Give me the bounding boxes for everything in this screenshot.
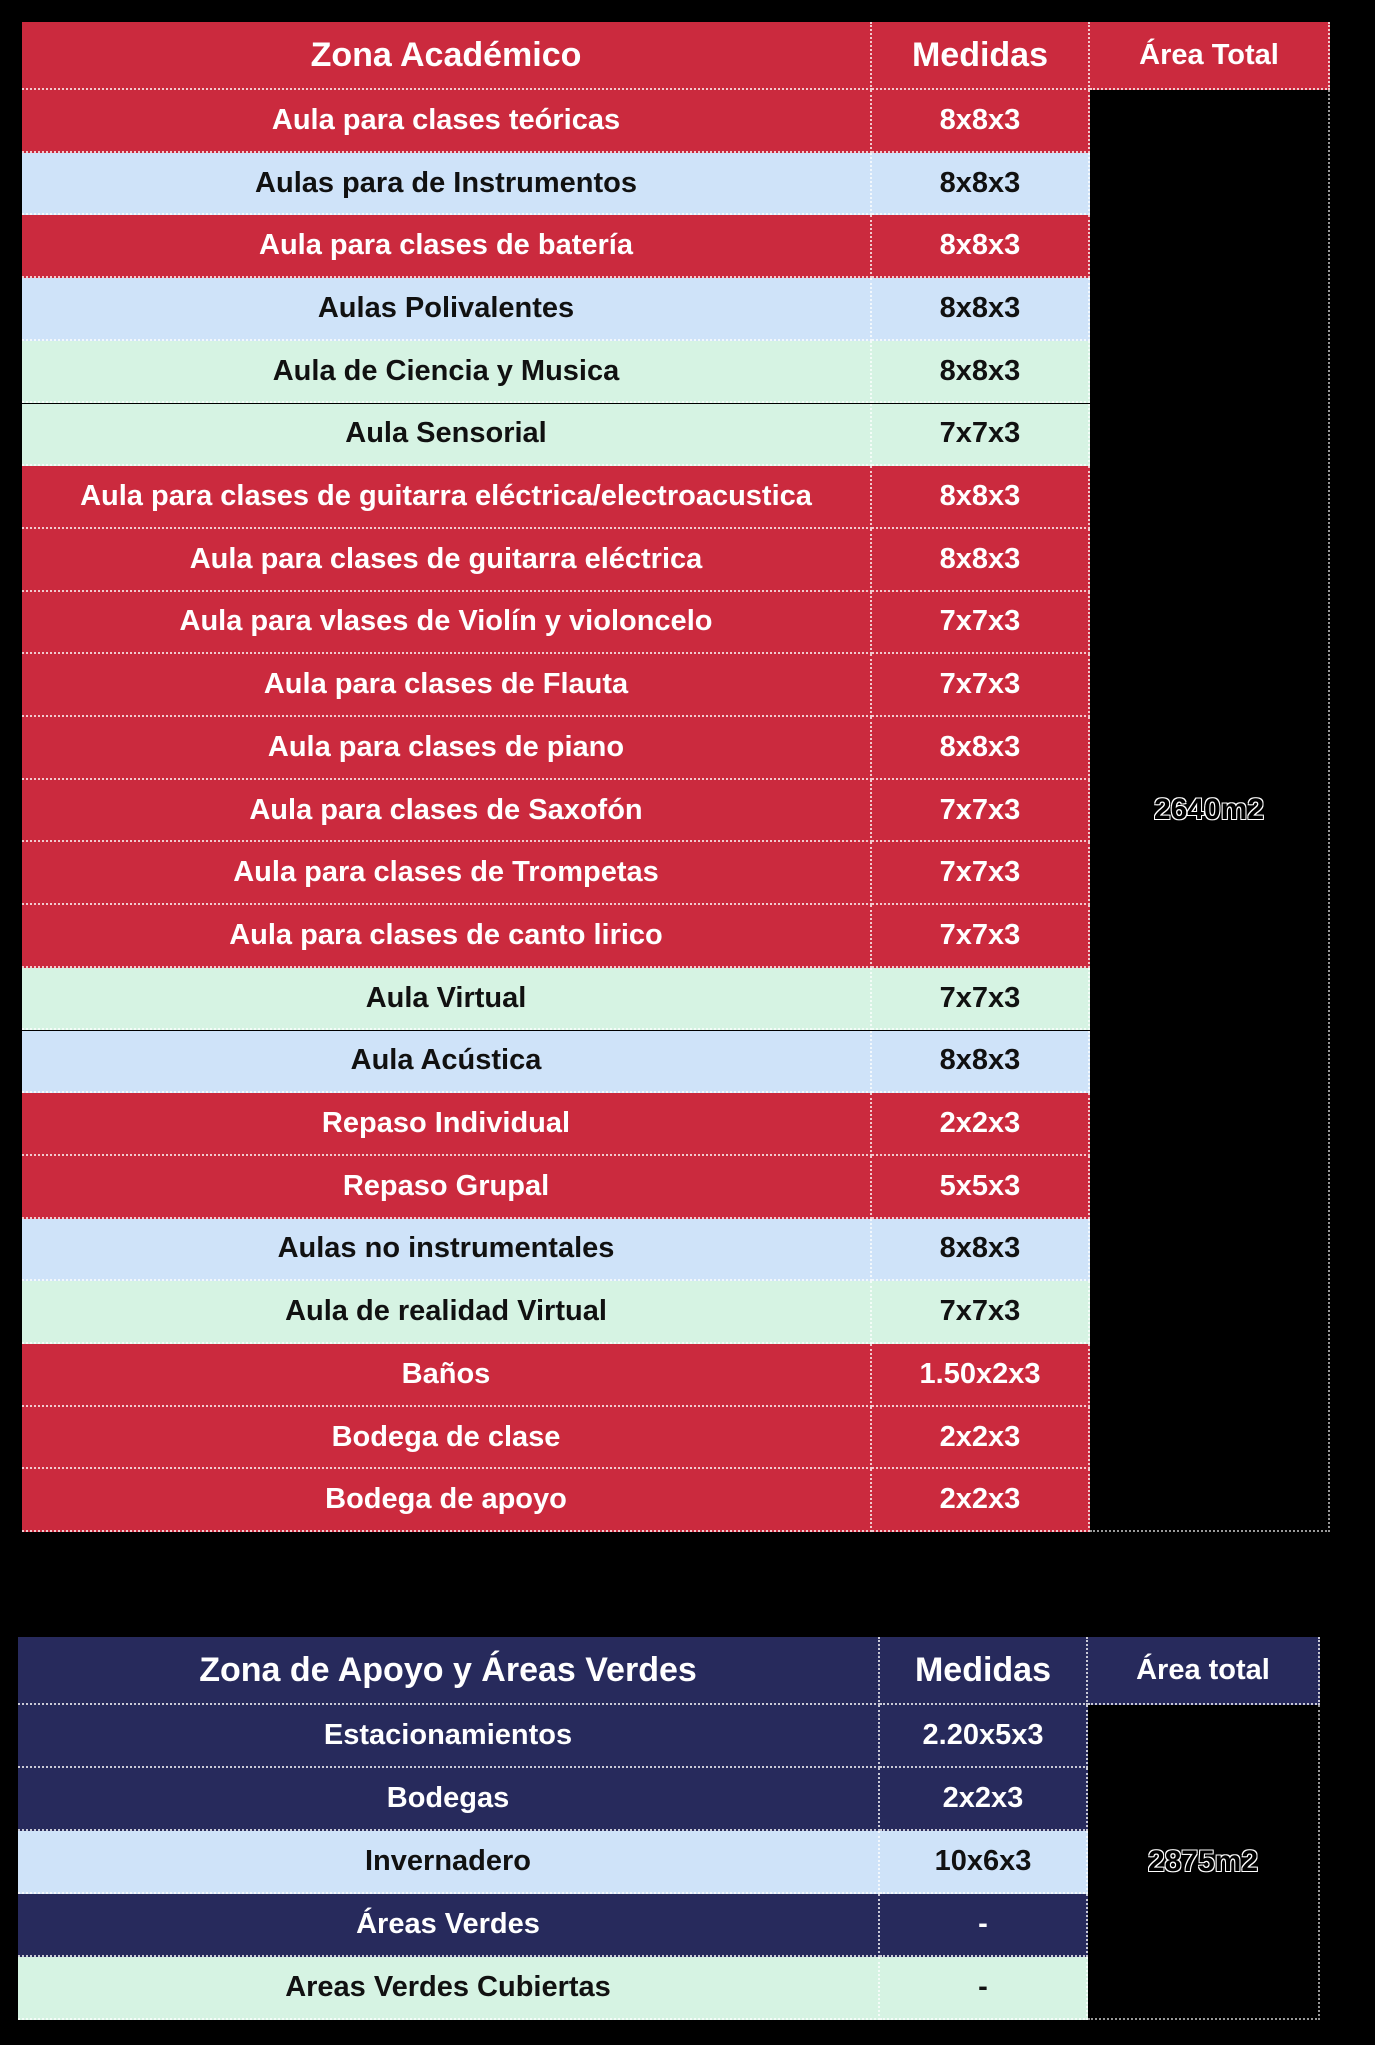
academic-room-measures: 8x8x3: [872, 278, 1090, 341]
academic-room-name: Aula para vlases de Violín y violoncelo: [22, 592, 872, 655]
academic-room-measures: 8x8x3: [872, 1031, 1090, 1094]
support-room-measures: 10x6x3: [880, 1831, 1088, 1894]
support-room-measures: 2.20x5x3: [880, 1705, 1088, 1768]
academic-row: [22, 529, 1090, 592]
academic-room-name: Aula para clases de guitarra eléctrica: [22, 529, 872, 592]
academic-row: [22, 842, 1090, 905]
academic-room-name: Aula de Ciencia y Musica: [22, 341, 872, 404]
support-row: [18, 1705, 1088, 1768]
academic-room-measures: 7x7x3: [872, 404, 1090, 467]
academic-room-name: Bodega de clase: [22, 1407, 872, 1470]
support-room-measures: -: [880, 1894, 1088, 1957]
academic-room-name: Aula Sensorial: [22, 404, 872, 467]
academic-measures-header: Medidas: [872, 22, 1090, 90]
academic-room-measures: 7x7x3: [872, 968, 1090, 1031]
academic-row: [22, 215, 1090, 278]
academic-room-measures: 2x2x3: [872, 1469, 1090, 1532]
academic-room-measures: 7x7x3: [872, 592, 1090, 655]
academic-row: [22, 153, 1090, 216]
academic-zone-header: Zona Académico: [22, 22, 872, 90]
academic-total-value: 2640m2: [1153, 793, 1265, 826]
academic-row: [22, 341, 1090, 404]
academic-room-measures: 1.50x2x3: [872, 1344, 1090, 1407]
academic-row: [22, 278, 1090, 341]
academic-room-name: Aula para clases de Trompetas: [22, 842, 872, 905]
academic-room-measures: 5x5x3: [872, 1156, 1090, 1219]
academic-row: [22, 780, 1090, 843]
academic-room-measures: 7x7x3: [872, 1281, 1090, 1344]
support-total-value: 2875m2: [1147, 1844, 1259, 1878]
academic-row: [22, 1407, 1090, 1470]
academic-room-name: Aulas Polivalentes: [22, 278, 872, 341]
academic-room-measures: 7x7x3: [872, 780, 1090, 843]
support-header-row: [18, 1637, 1320, 1705]
support-room-name: Bodegas: [18, 1768, 880, 1831]
support-zone-header: Zona de Apoyo y Áreas Verdes: [18, 1637, 880, 1705]
academic-room-measures: 7x7x3: [872, 905, 1090, 968]
academic-zone-table: [22, 22, 1330, 1532]
academic-row: [22, 1093, 1090, 1156]
support-room-name: Areas Verdes Cubiertas: [18, 1957, 880, 2020]
support-measures-header: Medidas: [880, 1637, 1088, 1705]
academic-room-name: Bodega de apoyo: [22, 1469, 872, 1532]
support-row: [18, 1957, 1088, 2020]
academic-total-cell: [1090, 90, 1330, 1532]
academic-room-name: Aula Virtual: [22, 968, 872, 1031]
academic-room-name: Repaso Individual: [22, 1093, 872, 1156]
academic-room-measures: 8x8x3: [872, 341, 1090, 404]
academic-row: [22, 1031, 1090, 1094]
academic-room-name: Aula para clases de guitarra eléctrica/electroacustica: [22, 466, 872, 529]
support-zone-table: [18, 1637, 1320, 2020]
academic-header-row: [22, 22, 1330, 90]
academic-row: [22, 968, 1090, 1031]
academic-room-measures: 7x7x3: [872, 654, 1090, 717]
academic-row: [22, 1469, 1090, 1532]
academic-room-measures: 8x8x3: [872, 215, 1090, 278]
academic-room-measures: 8x8x3: [872, 153, 1090, 216]
academic-room-name: Aula para clases de Saxofón: [22, 780, 872, 843]
support-room-name: Estacionamientos: [18, 1705, 880, 1768]
academic-row: [22, 90, 1090, 153]
academic-room-name: Aula para clases de batería: [22, 215, 872, 278]
support-room-measures: 2x2x3: [880, 1768, 1088, 1831]
academic-room-name: Aulas no instrumentales: [22, 1219, 872, 1282]
academic-room-measures: 8x8x3: [872, 90, 1090, 153]
support-row: [18, 1831, 1088, 1894]
academic-room-name: Aula para clases de piano: [22, 717, 872, 780]
academic-room-measures: 8x8x3: [872, 529, 1090, 592]
support-room-name: Áreas Verdes: [18, 1894, 880, 1957]
academic-room-name: Aulas para de Instrumentos: [22, 153, 872, 216]
academic-room-name: Aula para clases de Flauta: [22, 654, 872, 717]
academic-room-measures: 7x7x3: [872, 842, 1090, 905]
support-room-name: Invernadero: [18, 1831, 880, 1894]
academic-row: [22, 592, 1090, 655]
academic-room-name: Baños: [22, 1344, 872, 1407]
academic-row: [22, 1344, 1090, 1407]
academic-room-measures: 8x8x3: [872, 717, 1090, 780]
support-total-cell: [1088, 1705, 1320, 2020]
academic-row: [22, 1156, 1090, 1219]
academic-row: [22, 1219, 1090, 1282]
academic-room-name: Aula de realidad Virtual: [22, 1281, 872, 1344]
support-total-header: Área total: [1088, 1637, 1320, 1705]
academic-row: [22, 404, 1090, 467]
support-row: [18, 1894, 1088, 1957]
academic-row: [22, 1281, 1090, 1344]
academic-room-measures: 8x8x3: [872, 1219, 1090, 1282]
academic-room-name: Aula Acústica: [22, 1031, 872, 1094]
support-room-measures: -: [880, 1957, 1088, 2020]
academic-row: [22, 654, 1090, 717]
academic-row: [22, 466, 1090, 529]
academic-room-measures: 2x2x3: [872, 1407, 1090, 1470]
support-row: [18, 1768, 1088, 1831]
academic-room-measures: 2x2x3: [872, 1093, 1090, 1156]
academic-room-name: Aula para clases de canto lirico: [22, 905, 872, 968]
academic-total-header: Área Total: [1090, 22, 1330, 90]
academic-room-name: Repaso Grupal: [22, 1156, 872, 1219]
academic-room-measures: 8x8x3: [872, 466, 1090, 529]
academic-row: [22, 905, 1090, 968]
academic-row: [22, 717, 1090, 780]
academic-room-name: Aula para clases teóricas: [22, 90, 872, 153]
